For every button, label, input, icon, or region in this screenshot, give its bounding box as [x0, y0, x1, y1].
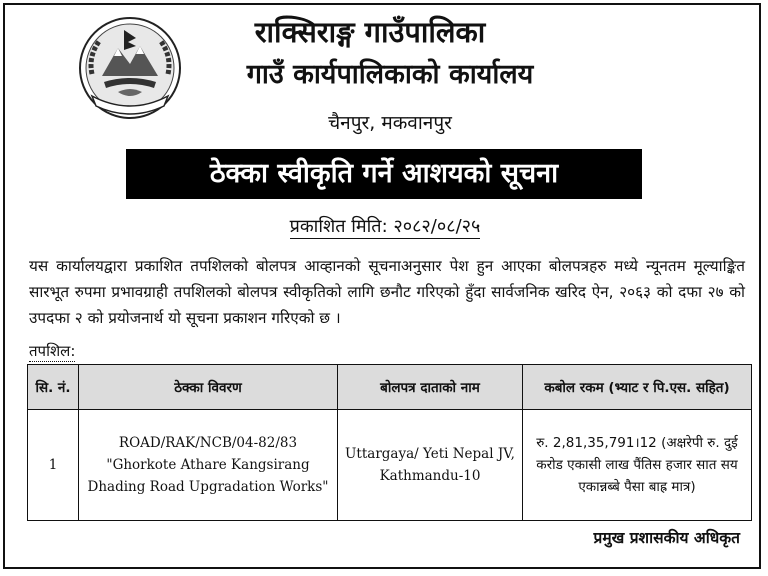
- row-bidder-name: Uttargaya/ Yeti Nepal JV, Kathmandu-10: [338, 410, 523, 521]
- header-bid-amount: कबोल रकम (भ्याट र पि.एस. सहित): [523, 365, 752, 410]
- row-contract-description: [79, 410, 338, 521]
- office-name: गाउँ कार्यपालिकाको कार्यालय: [246, 59, 534, 90]
- published-date: [240, 214, 530, 240]
- tender-table: [27, 364, 752, 521]
- work-name: "Ghorkote Athare Kangsirang Dhading Road Upgradation Works": [87, 457, 329, 495]
- notice-body: यस कार्यालयद्वारा प्रकाशित तपशिलको बोलपत्र आव्हानको सूचनाअनुसार पेश हुन आएका बोलपत्रहरु मध्ये न्यूनतम मूल्याङ्कित सारभूत रुपमा प्रभावग्राही तपशिलको बोलपत्र स्वीकृतिको लागि छनौट गरिएको हुँदा सार्वजनिक खरिद ऐन, २०६३ को दफा २७ को उपदफा २ को प्रयोजनार्थ यो सूचना प्रकाशन गरिएको छ ।: [29, 257, 745, 327]
- nepal-government-emblem-icon: [78, 16, 182, 120]
- notice-title: ठेक्का स्वीकृति गर्ने आशयको सूचना: [126, 149, 642, 199]
- published-date-text: प्रकाशित मिति: २०८२/०८/२५: [289, 216, 481, 237]
- header-bidder-name: बोलपत्र दाताको नाम: [338, 365, 523, 410]
- header-serial-number: सि. नं.: [28, 365, 79, 410]
- header-contract-description: ठेक्का विवरण: [79, 365, 338, 410]
- municipality-name: राक्सिराङ्ग गाउँपालिका: [254, 15, 486, 49]
- table-row: [28, 410, 752, 521]
- row-serial-number: 1: [28, 410, 79, 521]
- contract-number: ROAD/RAK/NCB/04-82/83: [118, 435, 298, 451]
- row-bid-amount: रु. 2,81,35,791।12 (अक्षरेपी रु. दुई करोड एकासी लाख पैंतिस हजार सात सय एकान्नब्बे पैसा बाह्र मात्र): [523, 410, 752, 521]
- office-address: चैनपुर, मकवानपुर: [328, 112, 452, 134]
- signatory-title: प्रमुख प्रशासकीय अधिकृत: [593, 529, 740, 547]
- schedule-label: तपशिल:: [29, 342, 76, 360]
- table-header-row: [28, 365, 752, 410]
